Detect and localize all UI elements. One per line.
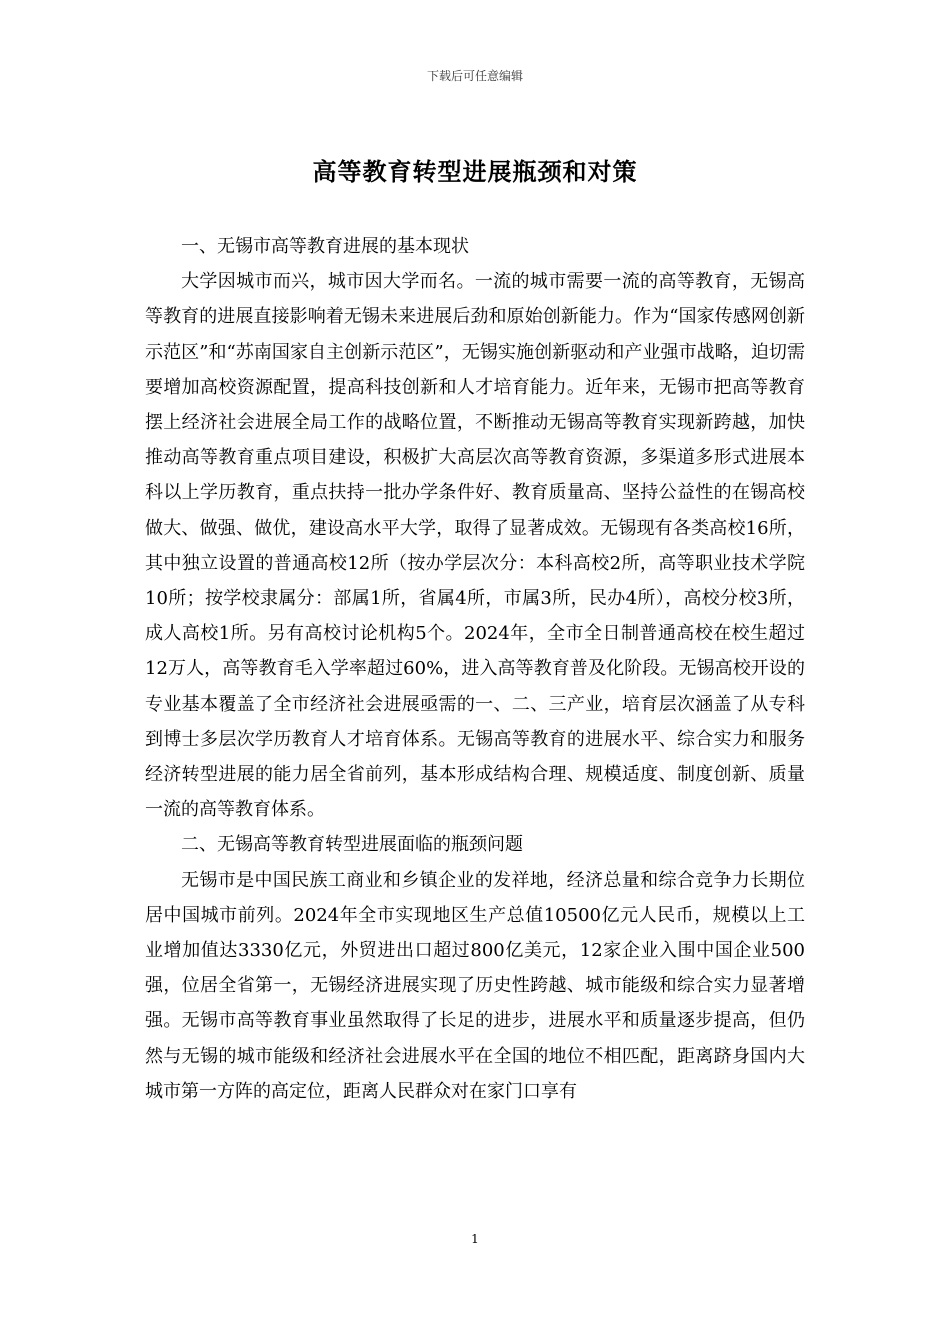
paragraph: 无锡市是中国民族工商业和乡镇企业的发祥地，经济总量和综合竞争力长期位居中国城市前列。2024年全市实现地区生产总值10500亿元人民币，规模以上工业增加值达3330亿元，外贸进出口超过800亿美元，12家企业入围中国企业500强，位居全省第一，无锡经济进展实现了历史性跨越、城市能级和综合实力显著增强。无锡市高等教育事业虽然取得了长足的进步，进展水平和质量逐步提高，但仍然与无锡的城市能级和经济社会进展水平在全国的地位不相匹配，距离跻身国内大城市第一方阵的高定位，距离人民群众对在家门口享有	[145, 869, 805, 1102]
section-heading-2: 二、无锡高等教育转型进展面临的瓶颈问题	[181, 834, 523, 856]
page-number: 1	[471, 1232, 479, 1246]
document-body	[145, 229, 805, 1109]
section-heading-1: 一、无锡市高等教育进展的基本现状	[181, 236, 469, 257]
paragraph: 大学因城市而兴，城市因大学而名。一流的城市需要一流的高等教育，无锡高等教育的进展直接影响着无锡未来进展后劲和原始创新能力。作为“国家传感网创新示范区”和“苏南国家自主创新示范区”，无锡实施创新驱动和产业强市战略，迫切需要增加高校资源配置，提高科技创新和人才培育能力。近年来，无锡市把高等教育摆上经济社会进展全局工作的战略位置，不断推动无锡高等教育实现新跨越，加快推动高等教育重点项目建设，积极扩大高层次高等教育资源，多渠道多形式进展本科以上学历教育，重点扶持一批办学条件好、教育质量高、坚持公益性的在锡高校做大、做强、做优，建设高水平大学，取得了显著成效。无锡现有各类高校16所，其中独立设置的普通高校12所（按办学层次分：本科高校2所，高等职业技术学院10所；按学校隶属分：部属1所，省属4所，市属3所，民办4所），高校分校3所，成人高校1所。另有高校讨论机构5个。2024年，全市全日制普通高校在校生超过12万人，高等教育毛入学率超过60%，进入高等教育普及化阶段。无锡高校开设的专业基本覆盖了全市经济社会进展亟需的一、二、三产业，培育层次涵盖了从专科到博士多层次学历教育人才培育体系。无锡高等教育的进展水平、综合实力和服务经济转型进展的能力居全省前列，基本形成结构合理、规模适度、制度创新、质量一流的高等教育体系。	[145, 271, 805, 821]
header-note: 下载后可任意编辑	[426, 69, 523, 83]
document-title: 高等教育转型进展瓶颈和对策	[312, 157, 638, 186]
